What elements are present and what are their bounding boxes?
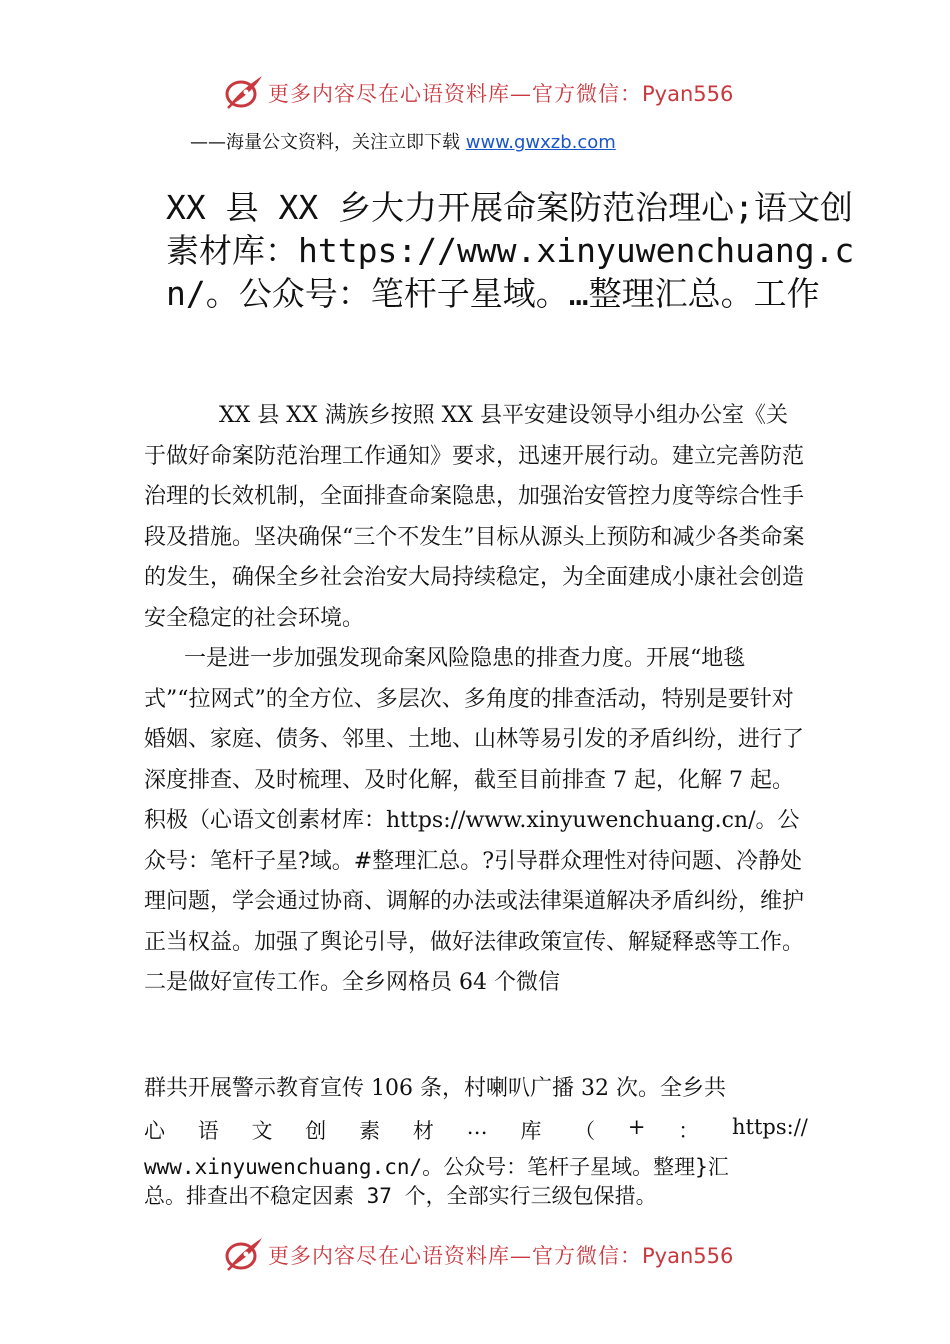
subline-text: ——海量公文资料，关注立即下载 bbox=[190, 132, 466, 153]
line2-token: 文 bbox=[251, 1119, 273, 1143]
banner-slogan: 更多内容尽在心语资料库—官方微信： bbox=[268, 82, 642, 106]
line2-token: https:// bbox=[732, 1115, 808, 1139]
line2-token: 语 bbox=[197, 1119, 219, 1143]
banner-wechat-id: Pyan556 bbox=[642, 1244, 734, 1268]
banner-wechat-id: Pyan556 bbox=[642, 82, 734, 106]
body-line-3: www.xinyuwenchuang.cn/。公众号：笔杆子星域。整理}汇 bbox=[144, 1155, 729, 1179]
banner-text bbox=[268, 78, 733, 108]
body-line-2 bbox=[144, 1115, 808, 1145]
quill-logo-icon bbox=[222, 1234, 266, 1274]
download-subline bbox=[190, 128, 616, 154]
banner-slogan: 更多内容尽在心语资料库—官方微信： bbox=[268, 1244, 642, 1268]
paragraph-intro: XX 县 XX 满族乡按照 XX 县平安建设领导小组办公室《关于做好命案防范治理工作通知》要求，迅速开展行动。建立完善防范治理的长效机制，全面排查命案隐患，加强治安管控力度等综合性手段及措施。坚决确保“三个不发生”目标从源头上预防和减少各类命案的发生，确保全乡社会治安大局持续稳定，为全面建成小康社会创造安全稳定的社会环境。 bbox=[144, 403, 805, 631]
line2-token: ： bbox=[678, 1119, 700, 1143]
footer-banner bbox=[0, 1230, 950, 1280]
paragraph-measures: 一是进一步加强发现命案风险隐患的排查力度。开展“地毯式”“拉网式”的全方位、多层次、多角度的排查活动，特别是要针对婚姻、家庭、债务、邻里、土地、山林等易引发的矛盾纠纷，进行了深度排查、及时梳理、及时化解，截至目前排查 7 起，化解 7 起。积极（心语文创素材库：https://www.xinyuwenchuang.cn/。公众号：笔杆子星?域。#整理汇总。?引导群众理性对待问题、冷静处理问题，学会通过协商、调解的办法或法律渠道解决矛盾纠纷，维护正当权益。加强了舆论引导，做好法律政策宣传、解疑释惑等工作。二是做好宣传工作。全乡网格员 64 个微信 bbox=[144, 646, 805, 995]
document-title: XX 县 XX 乡大力开展命案防范治理心;语文创素材库：https://www.xinyuwenchuang.cn/。公众号：笔杆子星域。…整理汇总。工作 bbox=[166, 188, 855, 313]
line2-token: 创 bbox=[305, 1119, 327, 1143]
banner-text bbox=[268, 1240, 733, 1270]
header-banner bbox=[0, 68, 950, 118]
quill-logo-icon bbox=[222, 72, 266, 112]
line2-token: … bbox=[466, 1115, 488, 1139]
line2-token: + bbox=[627, 1115, 646, 1139]
download-link[interactable]: www.gwxzb.com bbox=[465, 132, 616, 153]
line2-token: 库 bbox=[520, 1119, 542, 1143]
body-line-4: 总。排查出不稳定因素 37 个，全部实行三级包保措。 bbox=[144, 1184, 657, 1208]
line2-token: 素 bbox=[359, 1119, 381, 1143]
body-line-1: 群共开展警示教育宣传 106 条，村喇叭广播 32 次。全乡共 bbox=[144, 1076, 726, 1101]
line2-token: （ bbox=[574, 1119, 596, 1143]
line2-token: 材 bbox=[412, 1119, 434, 1143]
line2-token: 心 bbox=[144, 1119, 165, 1143]
